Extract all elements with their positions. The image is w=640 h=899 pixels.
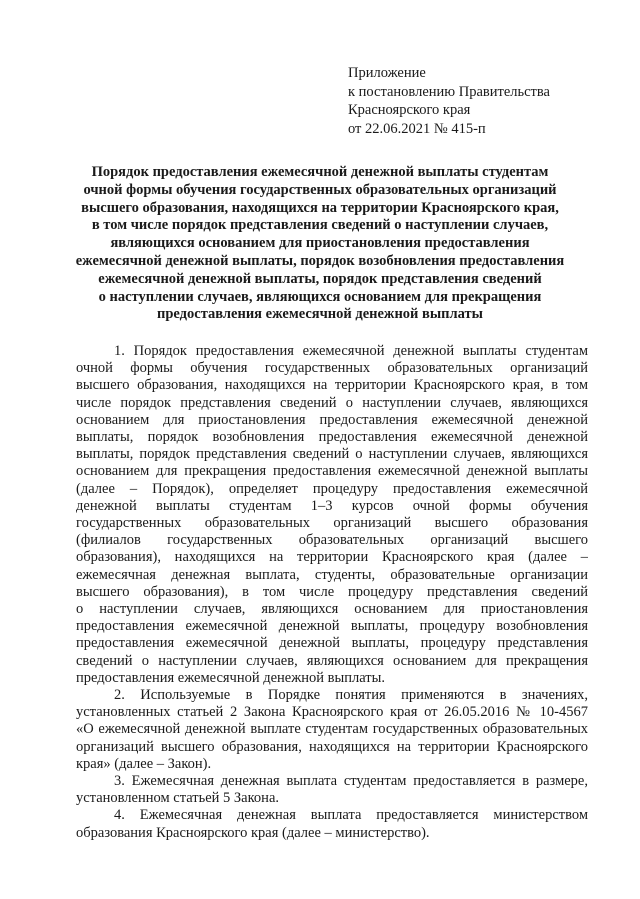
paragraph-line: образования), находящихся на территории Красноярского края (далее – xyxy=(76,549,588,566)
paragraph-line: края» (далее – Закон). xyxy=(76,755,212,772)
title-line: очной формы обучения государственных образовательных организаций xyxy=(83,181,557,198)
paragraph-1 xyxy=(76,343,588,687)
appendix-line: Красноярского края xyxy=(348,102,471,118)
paragraph-line: предоставления ежемесячной денежной выплаты, процедуру возобновления xyxy=(76,618,588,635)
paragraph-line: ежемесячная денежная выплата, студенты, образовательные организации xyxy=(76,566,588,583)
paragraph-line: установленных статьей 2 Закона Красноярского края от 26.05.2016 № 10-4567 xyxy=(76,704,588,721)
paragraph-line: 4. Ежемесячная денежная выплата предоставляется министерством xyxy=(114,807,588,824)
paragraph-line: 1. Порядок предоставления ежемесячной денежной выплаты студентам xyxy=(114,343,588,359)
paragraph-line: о наступлении случаев, являющихся основанием для приостановления xyxy=(76,601,588,618)
paragraph-line: 2. Используемые в Порядке понятия применяются в значениях, xyxy=(114,687,588,704)
paragraph-line: (филиалов государственных образовательных организаций высшего xyxy=(76,532,588,549)
paragraph-line: выплаты, порядок представления сведений о наступлении случаев, являющихся xyxy=(76,446,588,463)
paragraph-4 xyxy=(76,807,588,841)
paragraph-line: организаций высшего образования, находящихся на территории Красноярского xyxy=(76,738,588,755)
paragraph-line: (далее – Порядок), определяет процедуру предоставления ежемесячной xyxy=(76,480,588,497)
document-body xyxy=(76,343,588,842)
document-title xyxy=(60,164,580,324)
paragraph-line: основанием для прекращения предоставления ежемесячной денежной выплаты xyxy=(76,463,588,480)
paragraph-line: «О ежемесячной денежной выплате студентам государственных образовательных xyxy=(76,721,588,738)
paragraph-line: денежной выплаты студентам 1–3 курсов очной формы обучения xyxy=(76,497,588,514)
appendix-line: к постановлению Правительства xyxy=(348,83,550,100)
paragraph-line: очной формы обучения государственных образовательных организаций xyxy=(76,360,588,377)
paragraph-line: предоставления ежемесячной денежной выплаты, процедуру представления xyxy=(76,635,588,652)
title-line: высшего образования, находящихся на территории Красноярского края, xyxy=(81,199,559,216)
paragraph-line: установленном статьей 5 Закона. xyxy=(76,790,279,807)
appendix-header xyxy=(348,64,550,138)
paragraph-line: высшего образования), в том числе процедуру представления сведений xyxy=(76,583,588,600)
paragraph-line: основанием для приостановления предоставления ежемесячной денежной xyxy=(76,411,588,428)
paragraph-3 xyxy=(76,773,588,807)
title-line: о наступлении случаев, являющихся основанием для прекращения xyxy=(98,288,542,305)
paragraph-line: 3. Ежемесячная денежная выплата студентам предоставляется в размере, xyxy=(114,773,588,790)
paragraph-line: государственных образовательных организаций высшего образования xyxy=(76,515,588,532)
paragraph-line: числе порядок представления сведений о наступлении случаев, являющихся xyxy=(76,394,588,411)
title-line: предоставления ежемесячной денежной выплаты xyxy=(157,306,483,323)
appendix-line: Приложение xyxy=(348,65,426,81)
title-line: ежемесячной денежной выплаты, порядок представления сведений xyxy=(98,270,542,287)
paragraph-line: предоставления ежемесячной денежной выплаты. xyxy=(76,669,386,686)
paragraph-line: сведений о наступлении случаев, являющихся основанием для прекращения xyxy=(76,652,588,669)
appendix-line: от 22.06.2021 № 415-п xyxy=(348,120,486,137)
paragraph-line: выплаты, порядок возобновления предоставления ежемесячной денежной xyxy=(76,429,588,446)
paragraph-line: образования Красноярского края (далее – министерство). xyxy=(76,824,430,841)
title-line: Порядок предоставления ежемесячной денежной выплаты студентам xyxy=(91,164,549,180)
title-line: в том числе порядок представления сведений о наступлении случаев, xyxy=(91,217,549,234)
paragraph-2 xyxy=(76,687,588,773)
title-line: ежемесячной денежной выплаты, порядок возобновления предоставления xyxy=(75,252,565,269)
title-line: являющихся основанием для приостановления предоставления xyxy=(110,235,530,252)
paragraph-line: высшего образования, находящихся на территории Красноярского края, в том xyxy=(76,377,588,394)
